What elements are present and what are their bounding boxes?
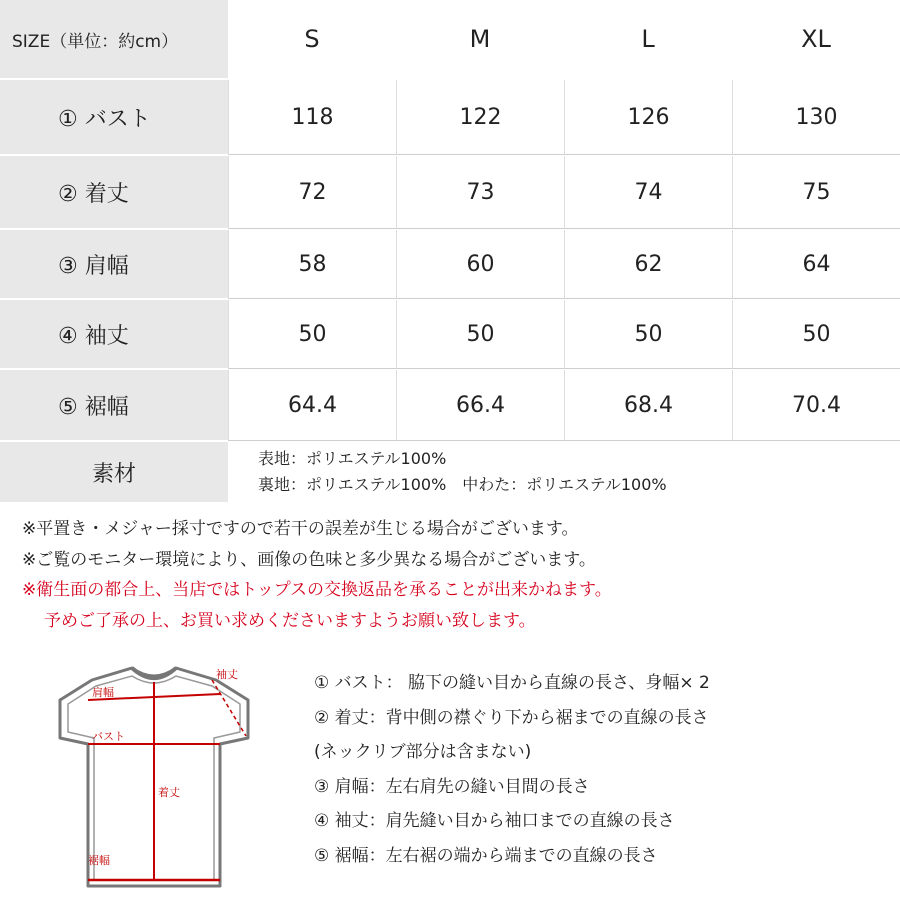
table-row [0, 300, 900, 368]
table-cell: 122 [396, 80, 564, 154]
row-label-bust: ① バスト [0, 80, 228, 154]
table-cell: 74 [564, 156, 732, 228]
row-label-shoulder: ③ 肩幅 [0, 230, 228, 298]
material-text [228, 442, 667, 502]
size-header-row [0, 0, 900, 78]
row-divider [228, 368, 900, 369]
table-cell: 50 [732, 300, 900, 368]
table-cell: 130 [732, 80, 900, 154]
table-cell: 66.4 [396, 370, 564, 440]
row-divider [228, 440, 900, 441]
measurement-legend [314, 666, 884, 873]
table-cell: 58 [228, 230, 396, 298]
size-header-s: S [304, 25, 320, 53]
note-line-red: ※衛生面の都合上、当店ではトップスの交換返品を承ることが出来かねます。 [22, 580, 612, 600]
legend-item: ④ 袖丈：肩先縫い目から袖口までの直線の長さ [314, 811, 675, 831]
table-cell: 64.4 [228, 370, 396, 440]
sleeve-label: 袖丈 [216, 668, 238, 681]
legend-item: ② 着丈：背中側の襟ぐり下から裾までの直線の長さ [314, 707, 709, 728]
row-label-hem: ⑤ 裾幅 [0, 370, 228, 440]
table-cell: 118 [228, 80, 396, 154]
table-cell: 50 [228, 300, 396, 368]
material-row [0, 442, 900, 502]
shirt-measurement-diagram [34, 654, 274, 894]
table-row [0, 156, 900, 228]
size-header-m: M [469, 25, 491, 53]
material-label: 素材 [0, 442, 228, 502]
note-line: ※ご覧のモニター環境により、画像の色味と多少異なる場合がございます。 [22, 549, 596, 570]
bust-label: バスト [92, 730, 125, 743]
table-row [0, 370, 900, 440]
note-line: ※平置き・メジャー採寸ですので若干の誤差が生じる場合がございます。 [22, 519, 579, 539]
row-divider [228, 228, 900, 229]
row-divider [228, 298, 900, 299]
table-cell: 68.4 [564, 370, 732, 440]
table-cell: 73 [396, 156, 564, 228]
size-header-label: SIZE（単位：約cm） [0, 0, 228, 78]
length-label: 着丈 [158, 786, 180, 799]
legend-item: ⑤ 裾幅：左右裾の端から端までの直線の長さ [314, 845, 658, 866]
shoulder-label: 肩幅 [92, 686, 114, 699]
table-row [0, 80, 900, 154]
material-line: 表地：ポリエステル100% [258, 449, 447, 468]
table-cell: 126 [564, 80, 732, 154]
table-cell: 50 [396, 300, 564, 368]
table-cell: 62 [564, 230, 732, 298]
legend-item: ③ 肩幅：左右肩先の縫い目間の長さ [314, 776, 590, 797]
table-cell: 72 [228, 156, 396, 228]
row-label-sleeve: ④ 袖丈 [0, 300, 228, 368]
row-label-length: ② 着丈 [0, 156, 228, 228]
row-divider [228, 154, 900, 155]
note-line-red: 予めご了承の上、お買い求めくださいますようお願い致します。 [44, 610, 536, 631]
table-cell: 50 [564, 300, 732, 368]
size-header-l: L [641, 25, 655, 53]
table-row [0, 230, 900, 298]
table-cell: 70.4 [732, 370, 900, 440]
legend-item: ① バスト： 脇下の縫い目から直線の長さ、身幅× 2 [314, 673, 710, 693]
table-cell: 64 [732, 230, 900, 298]
legend-item-sub: (ネックリブ部分は含まない) [314, 742, 532, 762]
table-cell: 75 [732, 156, 900, 228]
hem-label: 裾幅 [88, 854, 110, 867]
notes [22, 514, 882, 636]
material-line: 裏地：ポリエステル100% 中わた：ポリエステル100% [258, 475, 667, 494]
size-header-xl: XL [801, 25, 831, 53]
table-cell: 60 [396, 230, 564, 298]
